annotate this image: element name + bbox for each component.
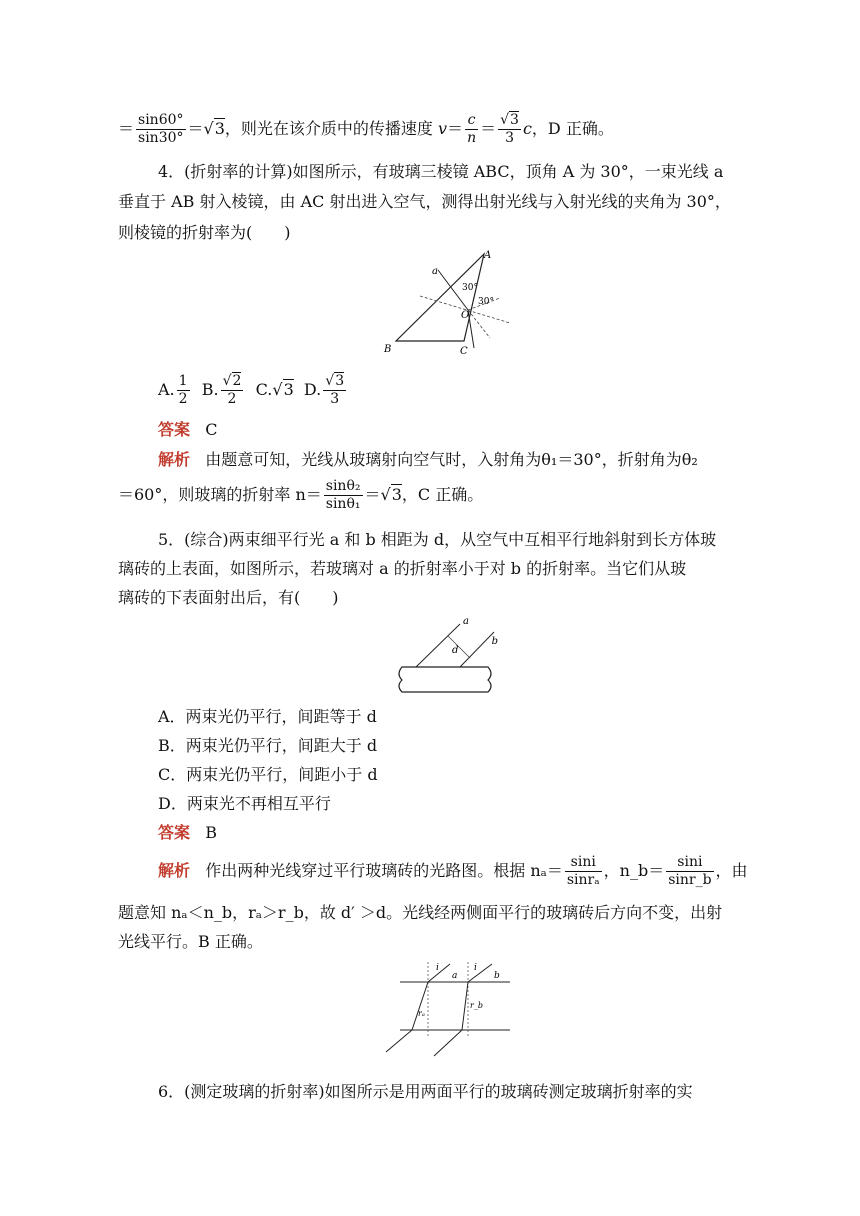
label-b: b — [491, 636, 498, 647]
label-i1: i — [436, 963, 439, 973]
q5-option-b: B．两束光仍平行，间距大于 d — [158, 736, 378, 755]
top-formula-line: ＝ $\frac{\sin 60^\circ}{\sin 30^\circ}$ ＝√3，则光在该介质中的传播速度 v＝ $\frac{c}{n}$ ＝ $\frac{√3}{3}$ c，D 正确。 — [118, 112, 614, 146]
q4-analysis-line2: ＝60°，则玻璃的折射率 n＝ $\frac{\text{sinθ₂}}{\text{sinθ₁}}$ ＝√3，C 正确。 — [118, 478, 484, 512]
q5-line3: 璃砖的下表面射出后，有( ) — [118, 588, 339, 607]
ray-a-glass — [412, 982, 428, 1030]
ray-a-in — [428, 964, 450, 982]
q5-analysis-line1: 解析 作出两种光线穿过平行玻璃砖的光路图。根据 nₐ＝ $\frac{\sin i}{\text{sinrₐ}}$ ，n_b＝ $\frac{\sin i}{\sin r\_b}$ ，由 — [158, 854, 748, 888]
q6-line1: 6．(测定玻璃的折射率)如图所示是用两面平行的玻璃砖测定玻璃折射率的实 — [158, 1082, 693, 1101]
label-O: O — [461, 310, 470, 321]
light-path-figure — [380, 958, 516, 1066]
q4-line2: 垂直于 AB 射入棱镜，由 AC 射出进入空气，测得出射光线与入射光线的夹角为 30°， — [118, 192, 731, 211]
parallel-beams-figure — [394, 614, 498, 696]
label-d: d — [452, 645, 459, 656]
label-i2: i — [474, 963, 477, 973]
q5-line1: 5．(综合)两束细平行光 a 和 b 相距为 d，从空气中互相平行地斜射到长方体玻 — [158, 530, 717, 549]
beam-b — [460, 632, 494, 667]
label-A: A — [484, 250, 492, 261]
fraction: $\frac{c}{n}$ — [467, 112, 477, 146]
q5-line2: 璃砖的上表面，如图所示，若玻璃对 a 的折射率小于对 b 的折射率。当它们从玻 — [118, 559, 687, 578]
label-a: a — [452, 971, 458, 981]
ray-b-out — [434, 1030, 462, 1056]
q5-analysis-line2: 题意知 nₐ＜n_b，rₐ＞r_b，故 d′ ＞d。光线经两侧面平行的玻璃砖后方向不变，出射 — [118, 903, 723, 922]
fraction: $\frac{√3}{3}$ — [500, 112, 519, 146]
ray-b-in — [468, 964, 492, 982]
q5-answer: 答案 B — [158, 823, 218, 842]
label-ra: rₐ — [418, 1009, 425, 1018]
prism-figure — [380, 248, 515, 360]
label-angle2: 30° — [478, 297, 494, 307]
label-a: a — [463, 616, 469, 627]
label-b: b — [494, 971, 500, 981]
q5-option-d: D．两束光不再相互平行 — [158, 794, 331, 813]
label-B: B — [384, 344, 392, 355]
q4-line1: 4．(折射率的计算)如图所示，有玻璃三棱镜 ABC，顶角 A 为 30°，一束光线 a — [158, 162, 724, 181]
fraction: $\frac{\sin 60^\circ}{\sin 30^\circ}$ — [138, 112, 184, 146]
glass-slab — [399, 667, 491, 692]
q4-analysis-line1: 解析 由题意可知，光线从玻璃射向空气时，入射角为θ₁＝30°，折射角为θ₂ — [158, 450, 698, 469]
q5-option-a: A．两束光仍平行，间距等于 d — [158, 707, 377, 726]
ray-a-out — [386, 1030, 412, 1052]
label-a: a — [432, 266, 438, 277]
q4-line3: 则棱镜的折射率为( ) — [118, 223, 291, 242]
q4-options: A. $\frac{1}{2}$ B. $\frac{√2}{2}$ C.√3 D. $\frac{√3}{3}$ — [158, 373, 345, 407]
label-angle1: 30° — [462, 283, 478, 293]
q5-option-c: C．两束光仍平行，间距小于 d — [158, 765, 378, 784]
q5-analysis-line3: 光线平行。B 正确。 — [118, 932, 263, 951]
q4-answer: 答案 C — [158, 420, 218, 439]
ray-b-glass — [462, 982, 468, 1030]
label-C: C — [460, 346, 468, 357]
label-rb: r_b — [470, 1001, 483, 1010]
